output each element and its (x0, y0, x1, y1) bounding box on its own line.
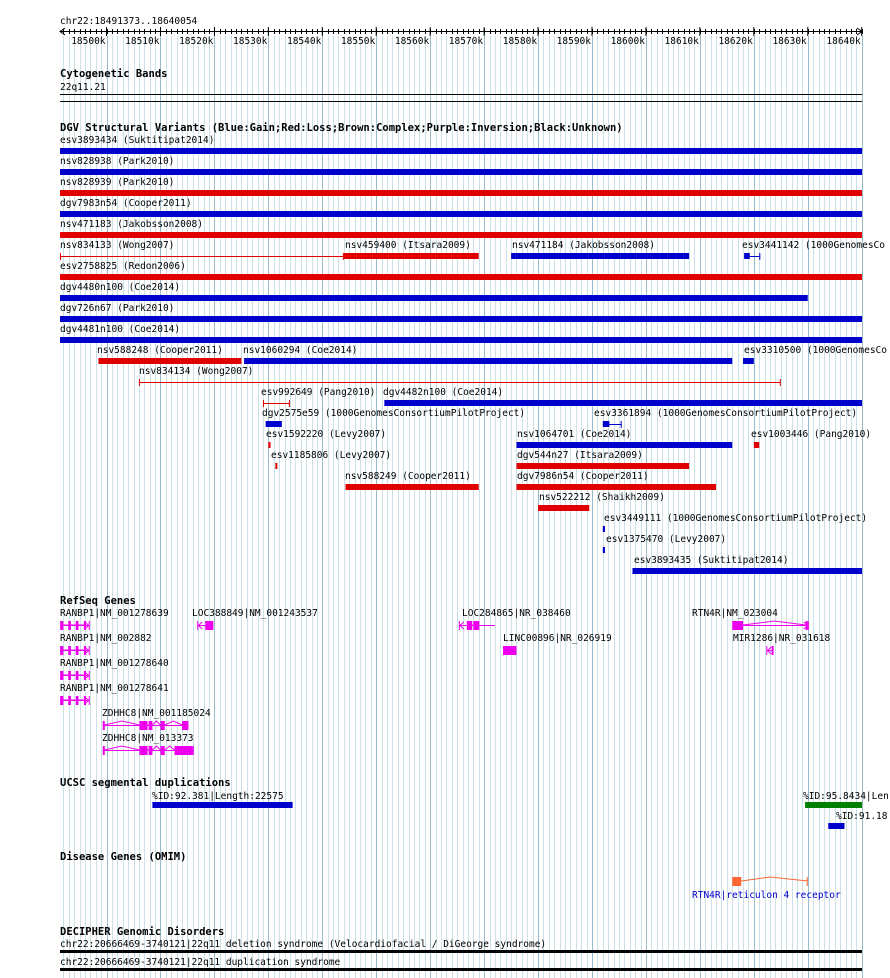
refseq-exon (205, 621, 213, 630)
dgv-feature-label: nsv588248 (Cooper2011) (97, 345, 223, 356)
dgv-feature[interactable] (603, 534, 726, 553)
dgv-feature-bar (516, 463, 689, 469)
dgv-feature-label: nsv834134 (Wong2007) (139, 366, 254, 377)
dgv-feature[interactable] (60, 282, 808, 301)
segdup-feature-bar (828, 823, 844, 829)
decipher-feature-bar (60, 950, 862, 953)
segdup-feature[interactable] (828, 811, 887, 829)
dgv-feature[interactable] (261, 387, 375, 407)
decipher-track[interactable] (60, 926, 862, 971)
omim-track-title: Disease Genes (OMIM) (60, 851, 187, 863)
dgv-feature-bar (603, 526, 605, 532)
refseq-gene[interactable] (60, 608, 169, 630)
refseq-exon (103, 746, 105, 755)
refseq-exon (60, 621, 63, 630)
ruler-tick-label: 18540k (286, 36, 322, 47)
refseq-exon (149, 746, 153, 755)
segdup-feature-label: %ID:92.381|Length:22575 (152, 791, 284, 802)
refseq-gene-label: MIR1286|NR_031618 (733, 633, 831, 644)
ruler-tick-label: 18620k (718, 36, 753, 47)
decipher-track-title: DECIPHER Genomic Disorders (60, 926, 225, 938)
cytoband-track[interactable] (60, 68, 862, 102)
dgv-feature[interactable] (97, 345, 241, 364)
refseq-gene-label: RANBP1|NM_002882 (60, 633, 152, 644)
dgv-feature-label: esv3361894 (1000GenomesConsortiumPilotProject) (594, 408, 858, 419)
segdup-feature[interactable] (803, 791, 889, 808)
refseq-exon (149, 721, 153, 730)
dgv-feature[interactable] (516, 450, 689, 469)
ruler-tick-label: 18640k (826, 36, 861, 47)
refseq-exon (473, 621, 479, 630)
dgv-feature-bar (743, 358, 754, 364)
refseq-track[interactable] (60, 595, 831, 755)
refseq-gene-label: LINC00896|NR_026919 (503, 633, 612, 644)
dgv-feature-label: esv2758825 (Redon2006) (60, 261, 186, 272)
dgv-feature-label: nsv1060294 (Coe2014) (243, 345, 358, 356)
dgv-feature-label: esv3441142 (1000GenomesCo (742, 240, 885, 251)
ruler-track[interactable] (60, 16, 863, 47)
dgv-feature-label: esv3449111 (1000GenomesConsortiumPilotProject) (604, 513, 868, 524)
dgv-feature[interactable] (243, 345, 732, 364)
refseq-exon (60, 646, 63, 655)
dgv-feature-label: nsv471183 (Jakobsson2008) (60, 219, 203, 230)
dgv-feature[interactable] (538, 492, 665, 511)
segdup-track[interactable] (60, 777, 889, 829)
refseq-gene[interactable] (102, 733, 194, 755)
refseq-exon (772, 646, 774, 655)
dgv-feature[interactable] (271, 450, 391, 469)
dgv-feature[interactable] (344, 240, 479, 259)
dgv-feature-bar (345, 484, 478, 490)
dgv-feature[interactable] (383, 387, 862, 406)
dgv-feature-bar (60, 316, 862, 322)
dgv-feature-label: dgv7983n54 (Cooper2011) (60, 198, 192, 209)
refseq-gene[interactable] (102, 708, 211, 730)
omim-exon (732, 877, 741, 886)
vertical-grid-lines (64, 36, 863, 978)
refseq-gene-label: RTN4R|NM_023004 (692, 608, 778, 619)
dgv-feature-bar (60, 211, 862, 217)
ruler-tick-label: 18510k (125, 36, 160, 47)
dgv-feature-label: esv3893434 (Suktitipat2014) (60, 135, 215, 146)
dgv-feature-bar (603, 547, 605, 553)
dgv-feature-label: esv1003446 (Pang2010) (751, 429, 872, 440)
dgv-feature-label: esv1185806 (Levy2007) (271, 450, 392, 461)
dgv-feature-bar (744, 253, 750, 259)
dgv-feature-label: nsv459400 (Itsara2009) (345, 240, 471, 251)
refseq-gene-label: RANBP1|NM_001278641 (60, 683, 169, 694)
dgv-feature-bar (384, 400, 862, 406)
decipher-feature-label: chr22:20666469-3740121|22q11 duplication syndrome (60, 957, 341, 968)
dgv-feature-label: dgv2575e59 (1000GenomesConsortiumPilotProject) (262, 408, 526, 419)
dgv-feature-bar (754, 442, 759, 448)
refseq-gene-label: ZDHHC8|NM_013373 (102, 733, 194, 744)
refseq-exon (68, 646, 71, 655)
dgv-feature-bar (538, 505, 589, 511)
dgv-feature-bar (516, 484, 716, 490)
refseq-exon (68, 671, 71, 680)
refseq-exon (732, 621, 743, 630)
dgv-feature-bar (98, 358, 241, 364)
dgv-feature[interactable] (594, 408, 857, 428)
dgv-feature-bar (60, 295, 808, 301)
refseq-gene[interactable] (60, 658, 169, 680)
cytoband-track-title: Cytogenetic Bands (60, 68, 168, 80)
dgv-feature-bar (60, 232, 862, 238)
dgv-feature-label: esv992649 (Pang2010) (261, 387, 376, 398)
dgv-feature-label: nsv522212 (Shaikh2009) (539, 492, 665, 503)
dgv-feature[interactable] (60, 177, 862, 196)
refseq-gene[interactable] (503, 633, 612, 655)
ruler-tick-label: 18530k (233, 36, 268, 47)
refseq-exon (68, 696, 71, 705)
dgv-feature[interactable] (60, 324, 862, 343)
refseq-exon (76, 621, 79, 630)
dgv-feature-bar (268, 442, 270, 448)
dgv-feature-label: dgv4481n100 (Coe2014) (60, 324, 181, 335)
dgv-feature-bar (60, 190, 862, 196)
decipher-feature[interactable] (60, 939, 862, 953)
refseq-gene-label: LOC388849|NM_001243537 (192, 608, 318, 619)
refseq-exon (76, 671, 79, 680)
refseq-exon (139, 721, 147, 730)
dgv-feature-label: nsv1064701 (Coe2014) (517, 429, 632, 440)
decipher-feature-label: chr22:20666469-3740121|22q11 deletion syndrome (Velocardiofacial / DiGeorge syndrome) (60, 939, 547, 950)
ruler-tick-label: 18560k (394, 36, 430, 47)
dgv-feature-bar (266, 421, 282, 427)
dgv-feature-label: esv1375470 (Levy2007) (606, 534, 727, 545)
dgv-feature-bar (60, 274, 862, 280)
refseq-exon (103, 721, 105, 730)
ruler-tick-label: 18590k (556, 36, 592, 47)
dgv-feature[interactable] (751, 429, 871, 448)
dgv-feature-label: nsv828939 (Park2010) (60, 177, 175, 188)
dgv-feature-label: esv1592220 (Levy2007) (266, 429, 387, 440)
refseq-exon (160, 721, 164, 730)
dgv-feature-label: dgv4482n100 (Coe2014) (383, 387, 504, 398)
dgv-feature[interactable] (60, 219, 862, 238)
segdup-feature[interactable] (152, 791, 293, 808)
refseq-gene[interactable] (692, 608, 808, 630)
decipher-feature-bar (60, 968, 862, 971)
dgv-feature-label: dgv544n27 (Itsara2009) (517, 450, 643, 461)
ruler-tick-label: 18500k (71, 36, 106, 47)
cytoband-label: 22q11.21 (60, 82, 106, 93)
refseq-exon (182, 721, 187, 730)
segdup-feature-label: %ID:91.18 (836, 811, 888, 822)
dgv-feature-bar (60, 148, 862, 154)
dgv-feature-bar (60, 169, 862, 175)
dgv-feature[interactable] (516, 429, 732, 448)
decipher-feature[interactable] (60, 957, 862, 971)
dgv-feature[interactable] (345, 471, 479, 490)
dgv-feature-bar (344, 253, 479, 259)
dgv-feature[interactable] (266, 429, 386, 448)
dgv-feature-bar (603, 421, 610, 427)
dgv-track-title: DGV Structural Variants (Blue:Gain;Red:Loss;Brown:Complex;Purple:Inversion;Black:Unknown) (60, 122, 623, 134)
dgv-feature-label: dgv7986n54 (Cooper2011) (517, 471, 649, 482)
refseq-gene-label: RANBP1|NM_001278640 (60, 658, 169, 669)
refseq-exon (175, 746, 193, 755)
segdup-track-title: UCSC segmental duplications (60, 777, 231, 789)
refseq-exon (467, 621, 472, 630)
ruler-position-label: chr22:18491373..18640054 (60, 16, 198, 27)
refseq-gene[interactable] (192, 608, 318, 630)
dgv-feature-label: esv3893435 (Suktitipat2014) (634, 555, 789, 566)
dgv-feature-bar (60, 337, 862, 343)
refseq-gene-label: RANBP1|NM_001278639 (60, 608, 169, 619)
dgv-feature[interactable] (60, 156, 862, 175)
dgv-feature-label: esv3310500 (1000GenomesCo (744, 345, 887, 356)
dgv-feature-label: nsv471184 (Jakobsson2008) (512, 240, 655, 251)
refseq-exon (60, 696, 63, 705)
dgv-feature-bar (244, 358, 732, 364)
dgv-feature-label: nsv834133 (Wong2007) (60, 240, 175, 251)
segdup-feature-bar (152, 802, 292, 808)
refseq-gene-label: ZDHHC8|NM_001185024 (102, 708, 211, 719)
dgv-feature-bar (275, 463, 277, 469)
dgv-feature-label: nsv588249 (Cooper2011) (345, 471, 471, 482)
dgv-feature[interactable] (632, 555, 862, 574)
segdup-feature-label: %ID:95.8434|Len (803, 791, 889, 802)
refseq-intron (743, 621, 806, 625)
dgv-feature-bar (516, 442, 732, 448)
refseq-exon (160, 746, 164, 755)
refseq-exon (139, 746, 147, 755)
ruler-tick-label: 18580k (502, 36, 538, 47)
ruler-tick-label: 18570k (448, 36, 484, 47)
dgv-feature[interactable] (603, 513, 867, 532)
ruler-tick-label: 18600k (610, 36, 645, 47)
dgv-feature[interactable] (743, 345, 887, 364)
refseq-exon (60, 671, 63, 680)
refseq-gene[interactable] (60, 633, 152, 655)
refseq-exon (68, 621, 71, 630)
omim-feature[interactable] (692, 877, 841, 901)
refseq-track-title: RefSeq Genes (60, 595, 136, 607)
refseq-exon (503, 646, 516, 655)
dgv-feature[interactable] (60, 303, 862, 322)
refseq-gene[interactable] (60, 683, 169, 705)
dgv-feature[interactable] (516, 471, 716, 490)
segdup-feature-bar (805, 802, 862, 808)
omim-feature-label: RTN4R|reticulon 4 receptor (692, 890, 841, 901)
dgv-feature-bar (632, 568, 862, 574)
refseq-exon (76, 696, 79, 705)
refseq-gene-label: LOC284865|NR_038460 (462, 608, 571, 619)
dgv-feature-bar (511, 253, 689, 259)
refseq-exon (76, 646, 79, 655)
ruler-tick-label: 18630k (772, 36, 807, 47)
dgv-feature-label: dgv4480n100 (Coe2014) (60, 282, 181, 293)
dgv-feature[interactable] (60, 198, 862, 217)
dgv-feature-label: dgv726n67 (Park2010) (60, 303, 175, 314)
dgv-feature[interactable] (60, 135, 862, 154)
ruler-tick-label: 18610k (664, 36, 699, 47)
dgv-feature-label: nsv828938 (Park2010) (60, 156, 175, 167)
dgv-feature[interactable] (60, 261, 862, 280)
ruler-tick-label: 18550k (340, 36, 376, 47)
ruler-tick-label: 18520k (179, 36, 214, 47)
